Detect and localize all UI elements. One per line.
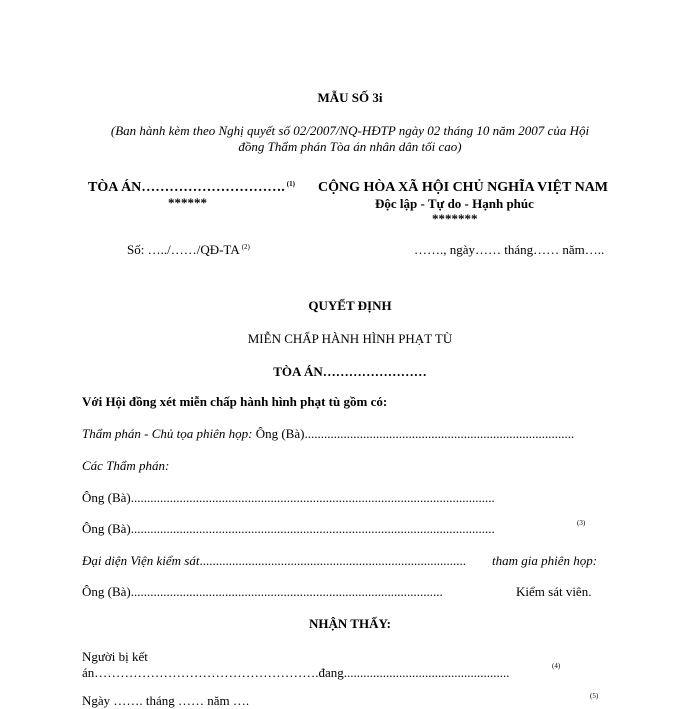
issued-note-line-1: (Ban hành kèm theo Nghị quyết số 02/2007/NQ-HĐTP ngày 02 tháng 10 năm 2007 của Hội xyxy=(110,123,590,138)
convict-line-2: án…………………………………………….đang................................................... xyxy=(82,665,510,680)
court-header xyxy=(88,180,295,196)
judges-label: Các Thẩm phán: xyxy=(82,458,170,473)
motto: Độc lập - Tự do - Hạnh phúc xyxy=(375,196,534,211)
date-line: ……., ngày…… tháng…… năm….. xyxy=(414,242,605,257)
judge-line-2: Ông (Bà)................................................................................................................ xyxy=(82,521,495,536)
issued-note-line-2: đồng Thẩm phán Tòa án nhân dân tối cao) xyxy=(238,139,462,154)
council-heading: Với Hội đồng xét miễn chấp hành hình phạt tù gồm có: xyxy=(82,394,388,409)
number-text: Số: …../……/QĐ-TA xyxy=(127,242,240,257)
decision-court-line: TÒA ÁN…………………… xyxy=(273,364,427,379)
judge-line-1: Ông (Bà)................................................................................................................ xyxy=(82,490,495,505)
next-line: Ngày ……. tháng …… năm …. xyxy=(82,693,250,708)
form-title: MẪU SỐ 3i xyxy=(317,90,383,105)
nation-name: CỘNG HÒA XÃ HỘI CHỦ NGHĨA VIỆT NAM xyxy=(318,180,609,195)
convict-line-1: Người bị kết xyxy=(82,649,148,664)
footnote-5: (5) xyxy=(590,692,599,700)
footnote-1: (1) xyxy=(286,180,295,188)
procuracy-tail: tham gia phiên họp: xyxy=(492,553,598,568)
decision-number xyxy=(127,242,250,258)
chair-value: Ông (Bà)................................................................................... xyxy=(255,426,575,441)
court-stars: ****** xyxy=(168,195,207,210)
procuracy-dots: .................................................................................. xyxy=(199,553,466,568)
footnote-2: (2) xyxy=(241,243,250,251)
decision-title: QUYẾT ĐỊNH xyxy=(308,298,392,313)
procurator-line: Ông (Bà)................................................................................................ xyxy=(82,584,443,599)
footnote-3: (3) xyxy=(577,519,586,527)
motto-stars: ******* xyxy=(432,211,478,226)
court-name: TÒA ÁN…………………………. xyxy=(88,180,285,195)
chair-label: Thẩm phán - Chủ tọa phiên họp: xyxy=(82,426,253,441)
decision-subtitle: MIỄN CHẤP HÀNH HÌNH PHẠT TÙ xyxy=(247,331,453,346)
procuracy-line xyxy=(82,553,466,569)
procuracy-label: Đại diện Viện kiểm sát xyxy=(82,553,200,568)
chair-line xyxy=(82,426,574,442)
footnote-4: (4) xyxy=(552,662,561,670)
findings-heading: NHẬN THẤY: xyxy=(309,616,391,631)
procurator-tail: Kiểm sát viên. xyxy=(516,584,592,599)
form-title-row xyxy=(0,90,700,106)
